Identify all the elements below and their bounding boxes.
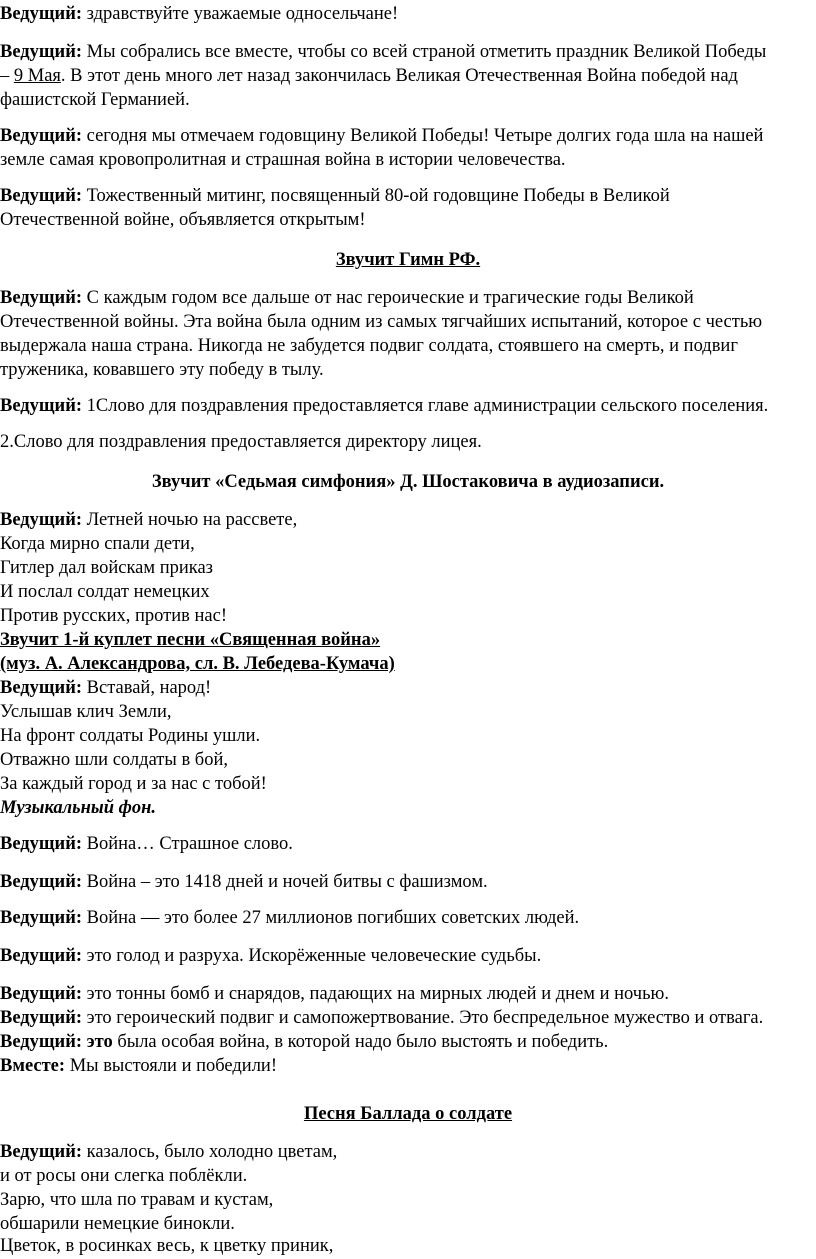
paragraph-opening-line1: Ведущий: Тожественный митинг, посвященный 80-ой годовщине Победы в Великой <box>0 186 670 206</box>
poem2-line5: За каждый город и за нас с тобой! <box>0 774 267 794</box>
poem1-line2: Когда мирно спали дети, <box>0 534 195 554</box>
song-title-line1: Звучит 1-й куплет песни «Священная война» <box>0 630 381 650</box>
paragraph-memory-line4: труженика, ковавшего эту победу в тылу. <box>0 360 324 380</box>
paragraph-memory-line3: выдержала наша страна. Никогда не забудется подвиг солдата, стоявшего на смерть, и подвиг <box>0 336 738 356</box>
music-background-note: Музыкальный фон. <box>0 798 156 818</box>
paragraph-speech-administration: Ведущий: 1Слово для поздравления предоставляется главе администрации сельского поселения. <box>0 396 769 416</box>
paragraph-opening-line2: Отечественной войне, объявляется открытым! <box>0 210 366 230</box>
poem1-line5: Против русских, против нас! <box>0 606 228 626</box>
paragraph-war-days: Ведущий: Война – это 1418 дней и ночей битвы с фашизмом. <box>0 872 488 892</box>
paragraph-war-heroism: Ведущий: это героический подвиг и самопожертвование. Это беспредельное мужество и отвага. <box>0 1008 764 1028</box>
speaker-label: Ведущий: <box>0 42 83 62</box>
paragraph-war-losses: Ведущий: Война — это более 27 миллионов погибших советских людей. <box>0 908 580 928</box>
paragraph-gathering-line2: – 9 Мая. В этот день много лет назад закончилась Великая Отечественная Война победой над <box>0 66 738 86</box>
heading-symphony: Звучит «Седьмая симфония» Д. Шостаковича в аудиозаписи. <box>151 472 665 492</box>
paragraph-speech-director: 2.Слово для поздравления предоставляется директору лицея. <box>0 432 482 452</box>
speaker-label: Ведущий: <box>0 186 83 206</box>
poem2-line2: Услышав клич Земли, <box>0 702 172 722</box>
speaker-label: Ведущий: <box>0 396 83 416</box>
paragraph-together: Вместе: Мы выстояли и победили! <box>0 1056 277 1076</box>
speaker-label: Ведущий: <box>0 4 83 24</box>
paragraph-war-word: Ведущий: Война… Страшное слово. <box>0 834 293 854</box>
poem2-line4: Отважно шли солдаты в бой, <box>0 750 228 770</box>
poem1-line3: Гитлер дал войскам приказ <box>0 558 213 578</box>
poem1-line1: Ведущий: Летней ночью на рассвете, <box>0 510 298 530</box>
speaker-label: Ведущий: <box>0 908 83 928</box>
heading-ballad: Песня Баллада о солдате <box>303 1104 513 1124</box>
poem2-line1: Ведущий: Вставай, народ! <box>0 678 212 698</box>
speaker-label: Ведущий: <box>0 288 83 308</box>
speaker-label: Ведущий: <box>0 872 83 892</box>
speaker-label: Ведущий: <box>0 1008 83 1028</box>
paragraph-war-hunger: Ведущий: это голод и разруха. Искорёженные человеческие судьбы. <box>0 946 542 966</box>
speaker-label: Ведущий: <box>0 834 83 854</box>
speaker-label: Ведущий: <box>0 984 83 1004</box>
paragraph-greeting: Ведущий: здравствуйте уважаемые односельчане! <box>0 4 399 24</box>
speaker-label: Ведущий: это <box>0 1032 113 1052</box>
heading-anthem: Звучит Гимн РФ. <box>335 250 481 270</box>
speaker-label: Ведущий: <box>0 1142 83 1162</box>
poem3-line1: Ведущий: казалось, было холодно цветам, <box>0 1142 338 1162</box>
poem1-line4: И послал солдат немецких <box>0 582 210 602</box>
paragraph-gathering-line1: Ведущий: Мы собрались все вместе, чтобы со всей страной отметить праздник Великой Победы <box>0 42 767 62</box>
victory-date: 9 Мая <box>13 66 61 86</box>
poem3-line5: Цветок, в росинках весь, к цветку приник, <box>0 1236 334 1256</box>
paragraph-war-special: Ведущий: это была особая война, в которой надо было выстоять и победить. <box>0 1032 609 1052</box>
speaker-label: Ведущий: <box>0 510 83 530</box>
speaker-label: Ведущий: <box>0 678 83 698</box>
speaker-label: Ведущий: <box>0 126 83 146</box>
poem3-line2: и от росы они слегка поблёкли. <box>0 1166 248 1186</box>
paragraph-memory-line1: Ведущий: С каждым годом все дальше от нас героические и трагические годы Великой <box>0 288 694 308</box>
paragraph-memory-line2: Отечественной войны. Эта война была одним из самых тягчайших испытаний, которое с честью <box>0 312 763 332</box>
speaker-label: Ведущий: <box>0 946 83 966</box>
song-title-line2: (муз. А. Александрова, сл. В. Лебедева-Кумача) <box>0 654 395 674</box>
poem3-line3: Зарю, что шла по травам и кустам, <box>0 1190 274 1210</box>
poem2-line3: На фронт солдаты Родины ушли. <box>0 726 261 746</box>
paragraph-anniversary-line2: земле самая кровопролитная и страшная война в истории человечества. <box>0 150 566 170</box>
together-label: Вместе: <box>0 1056 66 1076</box>
paragraph-anniversary-line1: Ведущий: сегодня мы отмечаем годовщину Великой Победы! Четыре долгих года шла на нашей <box>0 126 764 146</box>
paragraph-war-bombs: Ведущий: это тонны бомб и снарядов, падающих на мирных людей и днем и ночью. <box>0 984 669 1004</box>
paragraph-gathering-line3: фашистской Германией. <box>0 90 190 110</box>
poem3-line4: обшарили немецкие бинокли. <box>0 1214 235 1234</box>
